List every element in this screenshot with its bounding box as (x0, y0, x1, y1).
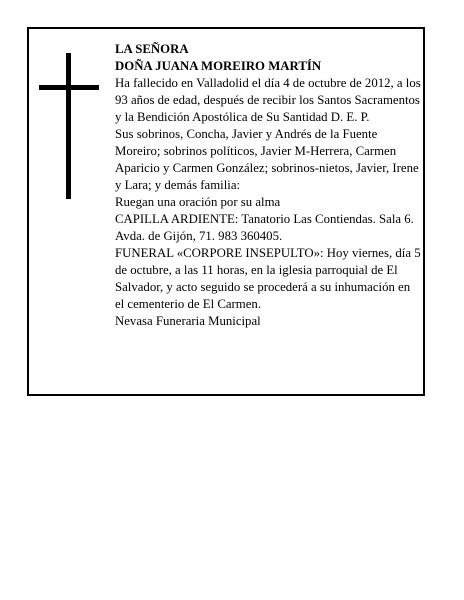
family-members: Sus sobrinos, Concha, Javier y Andrés de la Fuente Moreiro; sobrinos políticos, Javier M-Herrera, Carmen Aparicio y Carmen González; sobrinos-nietos, Javier, Irene y Lara; y demás familia: (115, 127, 419, 192)
cross-vertical-bar (66, 53, 71, 199)
notice-title: LA SEÑORA (115, 42, 189, 56)
prayer-request: Ruegan una oración por su alma (115, 195, 281, 209)
obituary-notice (27, 27, 425, 396)
notice-text (115, 41, 421, 330)
death-announcement: Ha fallecido en Valladolid el día 4 de octubre de 2012, a los 93 años de edad, después de recibir los Santos Sacramentos y la Bendición Apostólica de Su Santidad D. E. P. (115, 76, 421, 124)
cross-icon (39, 53, 99, 201)
funeral-chapel-info: CAPILLA ARDIENTE: Tanatorio Las Contiendas. Sala 6. Avda. de Gijón, 71. 983 360405. (115, 212, 414, 243)
cross-horizontal-bar (39, 85, 99, 90)
funeral-service-info: FUNERAL «CORPORE INSEPULTO»: Hoy viernes, día 5 de octubre, a las 11 horas, en la iglesia parroquial de El Salvador, y acto seguido se procederá a su inhumación en el cementerio de El Carmen. (115, 246, 421, 311)
funeral-home-name: Nevasa Funeraria Municipal (115, 314, 261, 328)
deceased-name: DOÑA JUANA MOREIRO MARTÍN (115, 59, 322, 73)
